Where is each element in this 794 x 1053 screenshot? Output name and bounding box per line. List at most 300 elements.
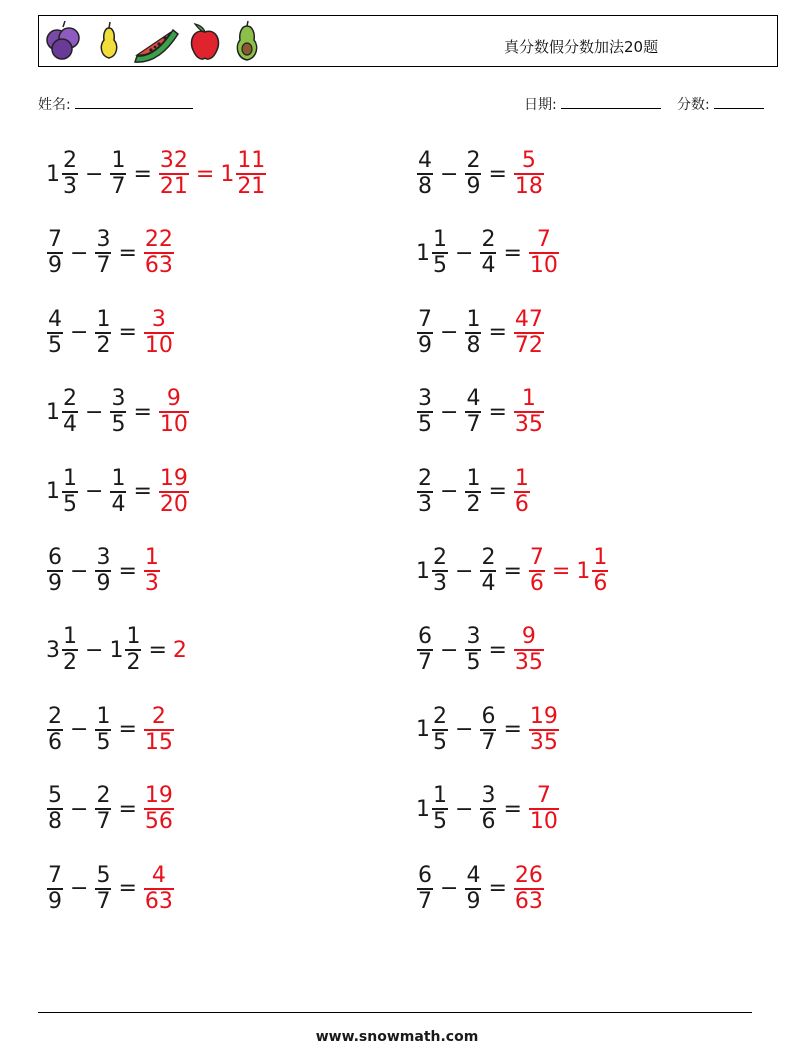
problem-7: [46, 382, 190, 442]
numerator: 6: [418, 862, 432, 888]
denominator: 63: [144, 253, 173, 279]
denominator: 8: [466, 332, 481, 358]
numerator: 3: [481, 783, 496, 809]
fraction: [465, 387, 481, 437]
fraction: [432, 228, 448, 278]
worksheet-title: 真分数假分数加法20题: [504, 38, 659, 56]
fraction: [125, 625, 141, 675]
mixed-number: [94, 784, 112, 834]
mixed-number: [46, 228, 64, 278]
score-field: [677, 94, 764, 114]
mixed-number: [416, 784, 449, 834]
numerator: 6: [48, 545, 62, 570]
denominator: 5: [433, 253, 447, 279]
equals-sign: =: [118, 717, 137, 743]
mixed-number: [528, 705, 560, 755]
fraction: [514, 864, 544, 914]
equals-sign: =: [488, 479, 507, 505]
denominator: 9: [418, 332, 432, 358]
denominator: 9: [96, 571, 111, 596]
fraction: [95, 228, 111, 278]
footer-url: www.snowmath.com: [315, 1029, 479, 1045]
equals-sign: =: [488, 637, 507, 663]
minus-sign: −: [85, 399, 104, 425]
mixed-number: [479, 228, 497, 278]
problem-19: [46, 859, 175, 919]
plum-icon: [47, 21, 79, 59]
numerator: 19: [529, 703, 558, 729]
numerator: 3: [96, 227, 111, 253]
answer: [143, 308, 175, 358]
denominator: 3: [433, 571, 447, 596]
mixed-number: [528, 546, 546, 596]
whole-part: 1: [220, 161, 235, 187]
fraction: [159, 387, 189, 437]
answer: [143, 546, 161, 596]
fraction: [465, 864, 481, 914]
minus-sign: −: [440, 399, 459, 425]
worksheet-header: [38, 15, 778, 67]
fraction: [95, 308, 111, 358]
numerator: 1: [593, 545, 608, 570]
numerator: 2: [481, 545, 496, 570]
denominator: 9: [48, 253, 62, 279]
fraction: [47, 784, 63, 834]
whole-part: 1: [46, 161, 60, 187]
numerator: 4: [48, 306, 62, 332]
fraction: [144, 705, 174, 755]
mixed-number: [416, 308, 434, 358]
fraction: [47, 228, 63, 278]
fraction: [47, 308, 63, 358]
numerator: 47: [514, 306, 543, 332]
minus-sign: −: [70, 796, 89, 822]
fraction: [110, 467, 126, 517]
fraction: [236, 149, 266, 199]
numerator: 2: [48, 703, 62, 729]
numerator: 1: [111, 465, 126, 491]
fraction: [110, 149, 126, 199]
numerator: 9: [166, 386, 181, 412]
fraction: [465, 149, 481, 199]
minus-sign: −: [440, 876, 459, 902]
mixed-number: [158, 467, 190, 517]
problem-10: [416, 462, 531, 522]
numerator: 2: [63, 386, 77, 412]
fraction: [95, 705, 111, 755]
denominator: 7: [96, 253, 111, 279]
numerator: 1: [466, 306, 481, 332]
mixed-number: [464, 149, 482, 199]
numerator: 1: [111, 148, 126, 173]
numerator: 5: [521, 148, 536, 173]
problem-4: [416, 223, 560, 283]
answer: [528, 705, 560, 755]
minus-sign: −: [440, 479, 459, 505]
mixed-number: [158, 149, 190, 199]
answer: [513, 308, 545, 358]
mixed-number: [109, 387, 127, 437]
denominator: 5: [96, 729, 111, 755]
pear-icon: [101, 22, 116, 58]
equals-sign: =: [488, 320, 507, 346]
numerator: 2: [466, 148, 481, 173]
watermelon-icon: [135, 30, 178, 62]
minus-sign: −: [85, 161, 104, 187]
fraction: [592, 546, 608, 596]
problem-9: [46, 462, 190, 522]
denominator: 5: [111, 412, 126, 438]
answer: [513, 387, 545, 437]
fraction: [465, 308, 481, 358]
denominator: 6: [593, 571, 608, 596]
fraction: [95, 864, 111, 914]
numerator: 19: [159, 465, 188, 491]
minus-sign: −: [440, 161, 459, 187]
fraction: [529, 546, 545, 596]
avocado-icon: [237, 21, 256, 60]
mixed-number: [416, 387, 434, 437]
name-label: 姓名:: [38, 97, 71, 113]
mixed-number: [416, 546, 449, 596]
numerator: 2: [481, 227, 496, 253]
mixed-number: [109, 625, 142, 675]
mixed-number: [464, 864, 482, 914]
fraction: [465, 625, 481, 675]
mixed-number: [479, 705, 497, 755]
answer: [158, 387, 190, 437]
denominator: 15: [144, 729, 173, 755]
fraction: [62, 467, 78, 517]
denominator: 9: [48, 571, 62, 596]
fraction: [514, 149, 544, 199]
numerator: 1: [96, 703, 111, 729]
denominator: 21: [159, 174, 188, 199]
denominator: 4: [481, 253, 496, 279]
denominator: 35: [514, 650, 543, 676]
problem-11: [46, 541, 161, 601]
numerator: 22: [144, 227, 173, 253]
numerator: 3: [96, 545, 111, 570]
answer: [513, 864, 545, 914]
fraction: [159, 149, 189, 199]
denominator: 2: [96, 332, 111, 358]
score-blank[interactable]: [714, 94, 764, 109]
minus-sign: −: [70, 717, 89, 743]
mixed-number: [143, 546, 161, 596]
fraction: [529, 784, 559, 834]
numerator: 2: [433, 545, 447, 570]
minus-sign: −: [70, 876, 89, 902]
minus-sign: −: [440, 637, 459, 663]
fraction: [514, 387, 544, 437]
mixed-number: [143, 308, 175, 358]
mixed-number: [220, 149, 267, 199]
mixed-number: [158, 387, 190, 437]
mixed-number: [46, 546, 64, 596]
fruit-banner: [43, 18, 263, 64]
equals-sign: =: [133, 399, 152, 425]
mixed-number: [479, 784, 497, 834]
whole-part: 1: [109, 637, 124, 663]
date-blank[interactable]: [561, 94, 661, 109]
minus-sign: −: [440, 320, 459, 346]
mixed-number: [46, 625, 79, 675]
mixed-number: [109, 467, 127, 517]
mixed-number: [173, 638, 188, 663]
equals-sign: =: [503, 240, 522, 266]
fraction: [417, 625, 433, 675]
mixed-number: [513, 387, 545, 437]
fraction: [62, 387, 78, 437]
equals-sign: =: [133, 161, 152, 187]
numerator: 3: [418, 386, 432, 412]
answer: [528, 546, 609, 596]
equals-sign: =: [118, 558, 137, 584]
numerator: 6: [481, 703, 496, 729]
numerator: 7: [529, 545, 544, 570]
denominator: 10: [529, 253, 558, 279]
denominator: 9: [466, 174, 481, 199]
denominator: 5: [63, 491, 77, 517]
mixed-number: [94, 546, 112, 596]
problem-2: [416, 144, 545, 204]
fraction: [144, 864, 174, 914]
equals-sign: =: [118, 796, 137, 822]
equals-sign: =: [118, 876, 137, 902]
numerator: 6: [418, 624, 432, 650]
answer: [143, 705, 175, 755]
denominator: 7: [111, 174, 126, 199]
denominator: 7: [96, 809, 111, 835]
score-label: 分数:: [677, 97, 710, 113]
numerator: 3: [111, 386, 126, 412]
mixed-number: [513, 625, 545, 675]
numerator: 4: [466, 862, 481, 888]
fraction: [417, 467, 433, 517]
whole-part: 2: [172, 637, 187, 663]
mixed-number: [46, 308, 64, 358]
problem-12: [416, 541, 609, 601]
denominator: 5: [48, 332, 62, 358]
answer: [143, 784, 175, 834]
numerator: 2: [63, 148, 77, 173]
mixed-number: [94, 308, 112, 358]
fraction: [159, 467, 189, 517]
denominator: 6: [529, 571, 544, 596]
denominator: 2: [126, 650, 141, 676]
name-blank[interactable]: [75, 94, 193, 109]
mixed-number: [143, 228, 175, 278]
mixed-number: [94, 705, 112, 755]
fraction: [62, 149, 78, 199]
whole-part: 1: [416, 796, 430, 822]
denominator: 7: [466, 412, 481, 438]
minus-sign: −: [455, 717, 474, 743]
fraction: [47, 546, 63, 596]
mixed-number: [94, 228, 112, 278]
mixed-number: [46, 149, 79, 199]
denominator: 4: [111, 491, 126, 517]
fraction: [529, 228, 559, 278]
denominator: 8: [48, 809, 62, 835]
denominator: 72: [514, 332, 543, 358]
denominator: 3: [63, 174, 77, 199]
fraction: [514, 467, 530, 517]
fraction: [529, 705, 559, 755]
fraction: [110, 387, 126, 437]
denominator: 6: [481, 809, 496, 835]
answer: [158, 467, 190, 517]
denominator: 7: [418, 888, 432, 914]
numerator: 1: [96, 306, 111, 332]
denominator: 63: [514, 888, 543, 914]
mixed-number: [46, 705, 64, 755]
fraction: [144, 308, 174, 358]
numerator: 1: [514, 465, 529, 491]
numerator: 2: [96, 783, 111, 809]
mixed-number: [464, 467, 482, 517]
denominator: 5: [466, 650, 481, 676]
answer: [143, 228, 175, 278]
denominator: 3: [418, 491, 432, 517]
numerator: 4: [466, 386, 481, 412]
numerator: 4: [418, 148, 432, 173]
denominator: 21: [237, 174, 266, 199]
equals-sign: =: [488, 399, 507, 425]
denominator: 6: [48, 729, 62, 755]
numerator: 11: [237, 148, 266, 173]
numerator: 1: [433, 227, 447, 253]
denominator: 2: [63, 650, 77, 676]
fraction: [480, 784, 496, 834]
fraction: [95, 546, 111, 596]
denominator: 20: [159, 491, 188, 517]
fraction: [432, 546, 448, 596]
numerator: 1: [433, 783, 447, 809]
numerator: 32: [159, 148, 188, 173]
mixed-number: [416, 705, 449, 755]
fraction: [514, 308, 544, 358]
date-field: [524, 94, 661, 114]
numerator: 3: [151, 306, 166, 332]
fraction: [47, 705, 63, 755]
whole-part: 3: [46, 637, 60, 663]
answer: [513, 625, 545, 675]
mixed-number: [513, 308, 545, 358]
fraction: [417, 387, 433, 437]
answer: [528, 784, 560, 834]
numerator: 5: [96, 862, 111, 888]
problem-1: [46, 144, 267, 204]
denominator: 5: [433, 729, 447, 755]
minus-sign: −: [70, 240, 89, 266]
denominator: 10: [144, 332, 173, 358]
denominator: 18: [514, 174, 543, 199]
denominator: 2: [466, 491, 481, 517]
numerator: 4: [151, 862, 166, 888]
problem-17: [46, 779, 175, 839]
problem-16: [416, 700, 560, 760]
minus-sign: −: [70, 320, 89, 346]
numerator: 5: [48, 783, 62, 809]
denominator: 4: [63, 412, 77, 438]
denominator: 3: [144, 571, 159, 596]
answer: [513, 149, 545, 199]
equals-sign: =: [488, 876, 507, 902]
mixed-number: [46, 467, 79, 517]
equals-sign: =: [118, 320, 137, 346]
problem-15: [46, 700, 175, 760]
fraction: [432, 784, 448, 834]
equals-sign: =: [195, 161, 215, 187]
fraction: [144, 228, 174, 278]
mixed-number: [464, 625, 482, 675]
mixed-number: [416, 228, 449, 278]
mixed-number: [576, 546, 609, 596]
fraction: [144, 784, 174, 834]
mixed-number: [143, 864, 175, 914]
equals-sign: =: [503, 717, 522, 743]
numerator: 1: [144, 545, 159, 570]
minus-sign: −: [455, 240, 474, 266]
mixed-number: [143, 705, 175, 755]
denominator: 7: [418, 650, 432, 676]
equals-sign: =: [503, 796, 522, 822]
denominator: 35: [514, 412, 543, 438]
minus-sign: −: [85, 637, 104, 663]
denominator: 56: [144, 809, 173, 835]
numerator: 7: [536, 783, 551, 809]
mixed-number: [94, 864, 112, 914]
fraction: [144, 546, 160, 596]
fraction: [417, 149, 433, 199]
equals-sign: =: [118, 240, 137, 266]
problem-3: [46, 223, 175, 283]
denominator: 5: [433, 809, 447, 835]
numerator: 7: [536, 227, 551, 253]
denominator: 10: [159, 412, 188, 438]
numerator: 19: [144, 783, 173, 809]
numerator: 9: [521, 624, 536, 650]
denominator: 5: [418, 412, 432, 438]
answer: [528, 228, 560, 278]
answer: [158, 149, 267, 199]
fraction: [465, 467, 481, 517]
numerator: 26: [514, 862, 543, 888]
fraction: [514, 625, 544, 675]
fraction: [480, 228, 496, 278]
whole-part: 1: [46, 479, 60, 505]
mixed-number: [479, 546, 497, 596]
denominator: 7: [96, 888, 111, 914]
numerator: 7: [48, 227, 62, 253]
fraction: [432, 705, 448, 755]
numerator: 7: [48, 862, 62, 888]
mixed-number: [46, 864, 64, 914]
mixed-number: [513, 864, 545, 914]
numerator: 2: [418, 465, 432, 491]
denominator: 35: [529, 729, 558, 755]
minus-sign: −: [455, 796, 474, 822]
footer-divider: [38, 1012, 752, 1013]
name-field: [38, 94, 193, 114]
equals-sign: =: [148, 637, 167, 663]
numerator: 3: [466, 624, 481, 650]
mixed-number: [416, 149, 434, 199]
problem-8: [416, 382, 545, 442]
mixed-number: [416, 625, 434, 675]
